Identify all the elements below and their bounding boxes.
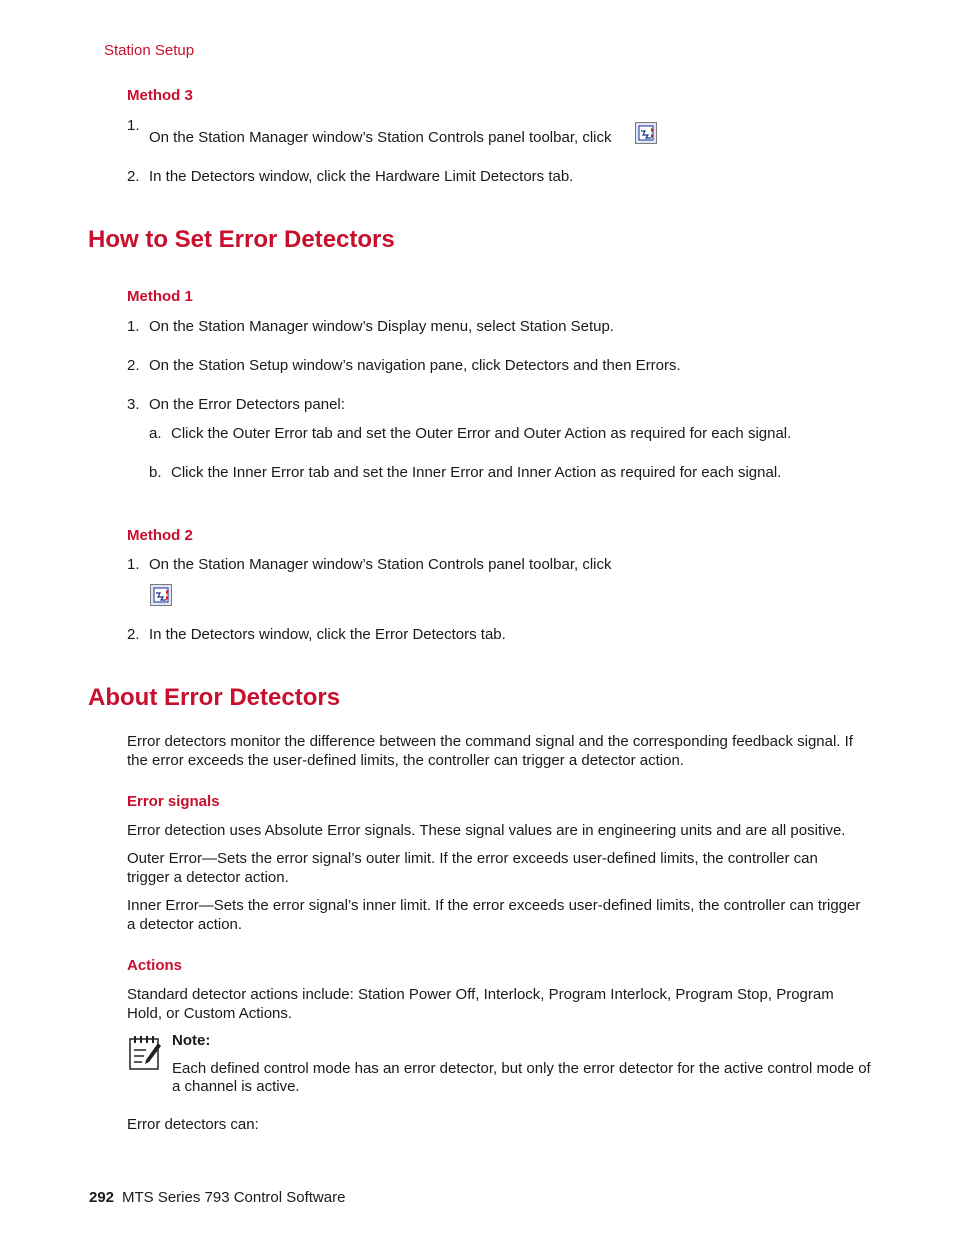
inner-error-paragraph: Inner Error—Sets the error signal’s inner limit. If the error exceeds user-defined limits, the controller can trigger a detector action.: [127, 897, 861, 933]
step-text: On the Station Setup window’s navigation pane, click Detectors and then Errors.: [149, 357, 681, 374]
actions-paragraph: Standard detector actions include: Station Power Off, Interlock, Program Interlock, Program Stop, Program Hold, or Custom Actions.: [127, 986, 834, 1022]
detectors-toolbar-icon[interactable]: [150, 584, 172, 606]
step-number: 3.: [127, 396, 140, 413]
step-number: 2.: [127, 357, 140, 374]
step-number: 2.: [127, 168, 140, 185]
running-header: Station Setup: [104, 42, 195, 59]
section-title-set-error: How to Set Error Detectors: [88, 226, 395, 253]
outer-error-paragraph: Outer Error—Sets the error signal’s outer limit. If the error exceeds user-defined limits, the controller can trigger a detector action.: [127, 850, 818, 886]
footer-title: MTS Series 793 Control Software: [122, 1189, 346, 1206]
method2-heading: Method 2: [127, 527, 193, 544]
error-signals-heading: Error signals: [127, 793, 220, 810]
method1-heading: Method 1: [127, 288, 193, 305]
step-number: 1.: [127, 318, 140, 335]
step-number: 2.: [127, 626, 140, 643]
step-number: 1.: [127, 556, 140, 573]
step-text: In the Detectors window, click the Hardware Limit Detectors tab.: [149, 168, 574, 185]
step-number: 1.: [127, 117, 140, 134]
note-label: Note:: [172, 1032, 211, 1049]
step-text: On the Station Manager window’s Station Controls panel toolbar, click: [149, 556, 612, 573]
page-number: 292: [89, 1189, 115, 1206]
substep-text: Click the Inner Error tab and set the Inner Error and Inner Action as required for each signal.: [171, 464, 782, 481]
note-text: Each defined control mode has an error detector, but only the error detector for the active control mode of a channel is active.: [172, 1060, 871, 1095]
step-text: On the Station Manager window’s Display menu, select Station Setup.: [149, 318, 614, 335]
section-title-about-error: About Error Detectors: [88, 684, 341, 711]
step-text: In the Detectors window, click the Error Detectors tab.: [149, 626, 506, 643]
substep-letter: b.: [149, 464, 162, 481]
signals-paragraph: Error detection uses Absolute Error signals. These signal values are in engineering units and are all positive.: [127, 822, 846, 839]
note-pencil-icon: [128, 1035, 162, 1075]
step-text: On the Error Detectors panel:: [149, 396, 345, 413]
intro-paragraph: Error detectors monitor the difference between the command signal and the corresponding feedback signal. If the error exceeds the user-defined limits, the controller can trigger a detector action.: [127, 733, 853, 769]
step-text: On the Station Manager window’s Station Controls panel toolbar, click: [149, 129, 612, 146]
method3-heading: Method 3: [127, 87, 193, 104]
substep-letter: a.: [149, 425, 162, 442]
substep-text: Click the Outer Error tab and set the Outer Error and Outer Action as required for each signal.: [171, 425, 792, 442]
detectors-toolbar-icon[interactable]: [635, 122, 657, 144]
closing-text: Error detectors can:: [127, 1116, 259, 1133]
actions-heading: Actions: [127, 957, 183, 974]
